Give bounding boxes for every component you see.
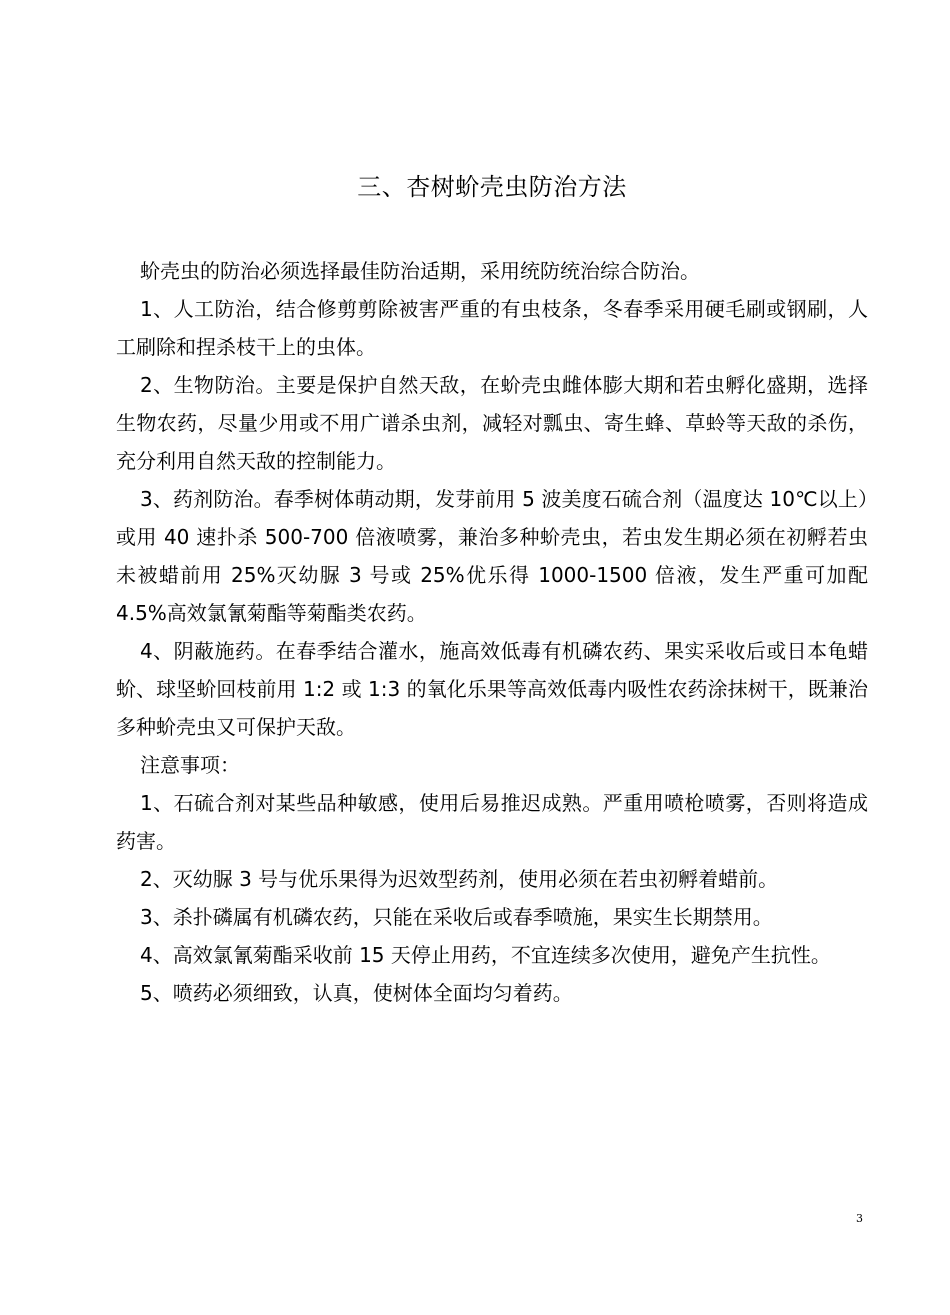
notes-heading: 注意事项： — [140, 753, 240, 777]
paragraph-chemical-control: 3、药剂防治。春季树体萌动期，发芽前用 5 波美度石硫合剂（温度达 10℃以上）或用 40 速扑杀 500-700 倍液喷雾，兼治多种蚧壳虫，若虫发生期必须在初孵若虫未被蜡前用 25%灭幼脲 3 号或 25%优乐得 1000-1500 倍液，发生严重可加配 4.5%高效氯氰菊酯等菊酯类农药。 — [116, 487, 868, 625]
note-item-2: 2、灭幼脲 3 号与优乐果得为迟效型药剂，使用必须在若虫初孵着蜡前。 — [140, 867, 779, 891]
paragraph-intro: 蚧壳虫的防治必须选择最佳防治适期，采用统防统治综合防治。 — [140, 259, 700, 283]
paragraph-manual-control: 1、人工防治，结合修剪剪除被害严重的有虫枝条，冬春季采用硬毛刷或钢刷，人工刷除和捏杀枝干上的虫体。 — [116, 297, 868, 359]
body-text — [116, 252, 868, 1012]
page-number: 3 — [856, 1212, 863, 1225]
paragraph-systemic-application: 4、阴蔽施药。在春季结合灌水，施高效低毒有机磷农药、果实采收后或日本龟蜡蚧、球坚蚧回枝前用 1:2 或 1:3 的氧化乐果等高效低毒内吸性农药涂抹树干，既兼治多种蚧壳虫又可保护天敌。 — [116, 639, 868, 739]
page-title: 三、杏树蚧壳虫防治方法 — [357, 173, 627, 201]
note-item-5: 5、喷药必须细致，认真，使树体全面均匀着药。 — [140, 981, 573, 1005]
note-item-3: 3、杀扑磷属有机磷农药，只能在采收后或春季喷施，果实生长期禁用。 — [140, 905, 773, 929]
note-item-1: 1、石硫合剂对某些品种敏感，使用后易推迟成熟。严重用喷枪喷雾，否则将造成药害。 — [116, 791, 868, 853]
note-item-4: 4、高效氯氰菊酯采收前 15 天停止用药，不宜连续多次使用，避免产生抗性。 — [140, 943, 831, 967]
paragraph-biological-control: 2、生物防治。主要是保护自然天敌，在蚧壳虫雌体膨大期和若虫孵化盛期，选择生物农药，尽量少用或不用广谱杀虫剂，减轻对瓢虫、寄生蜂、草蛉等天敌的杀伤，充分利用自然天敌的控制能力。 — [116, 373, 868, 473]
